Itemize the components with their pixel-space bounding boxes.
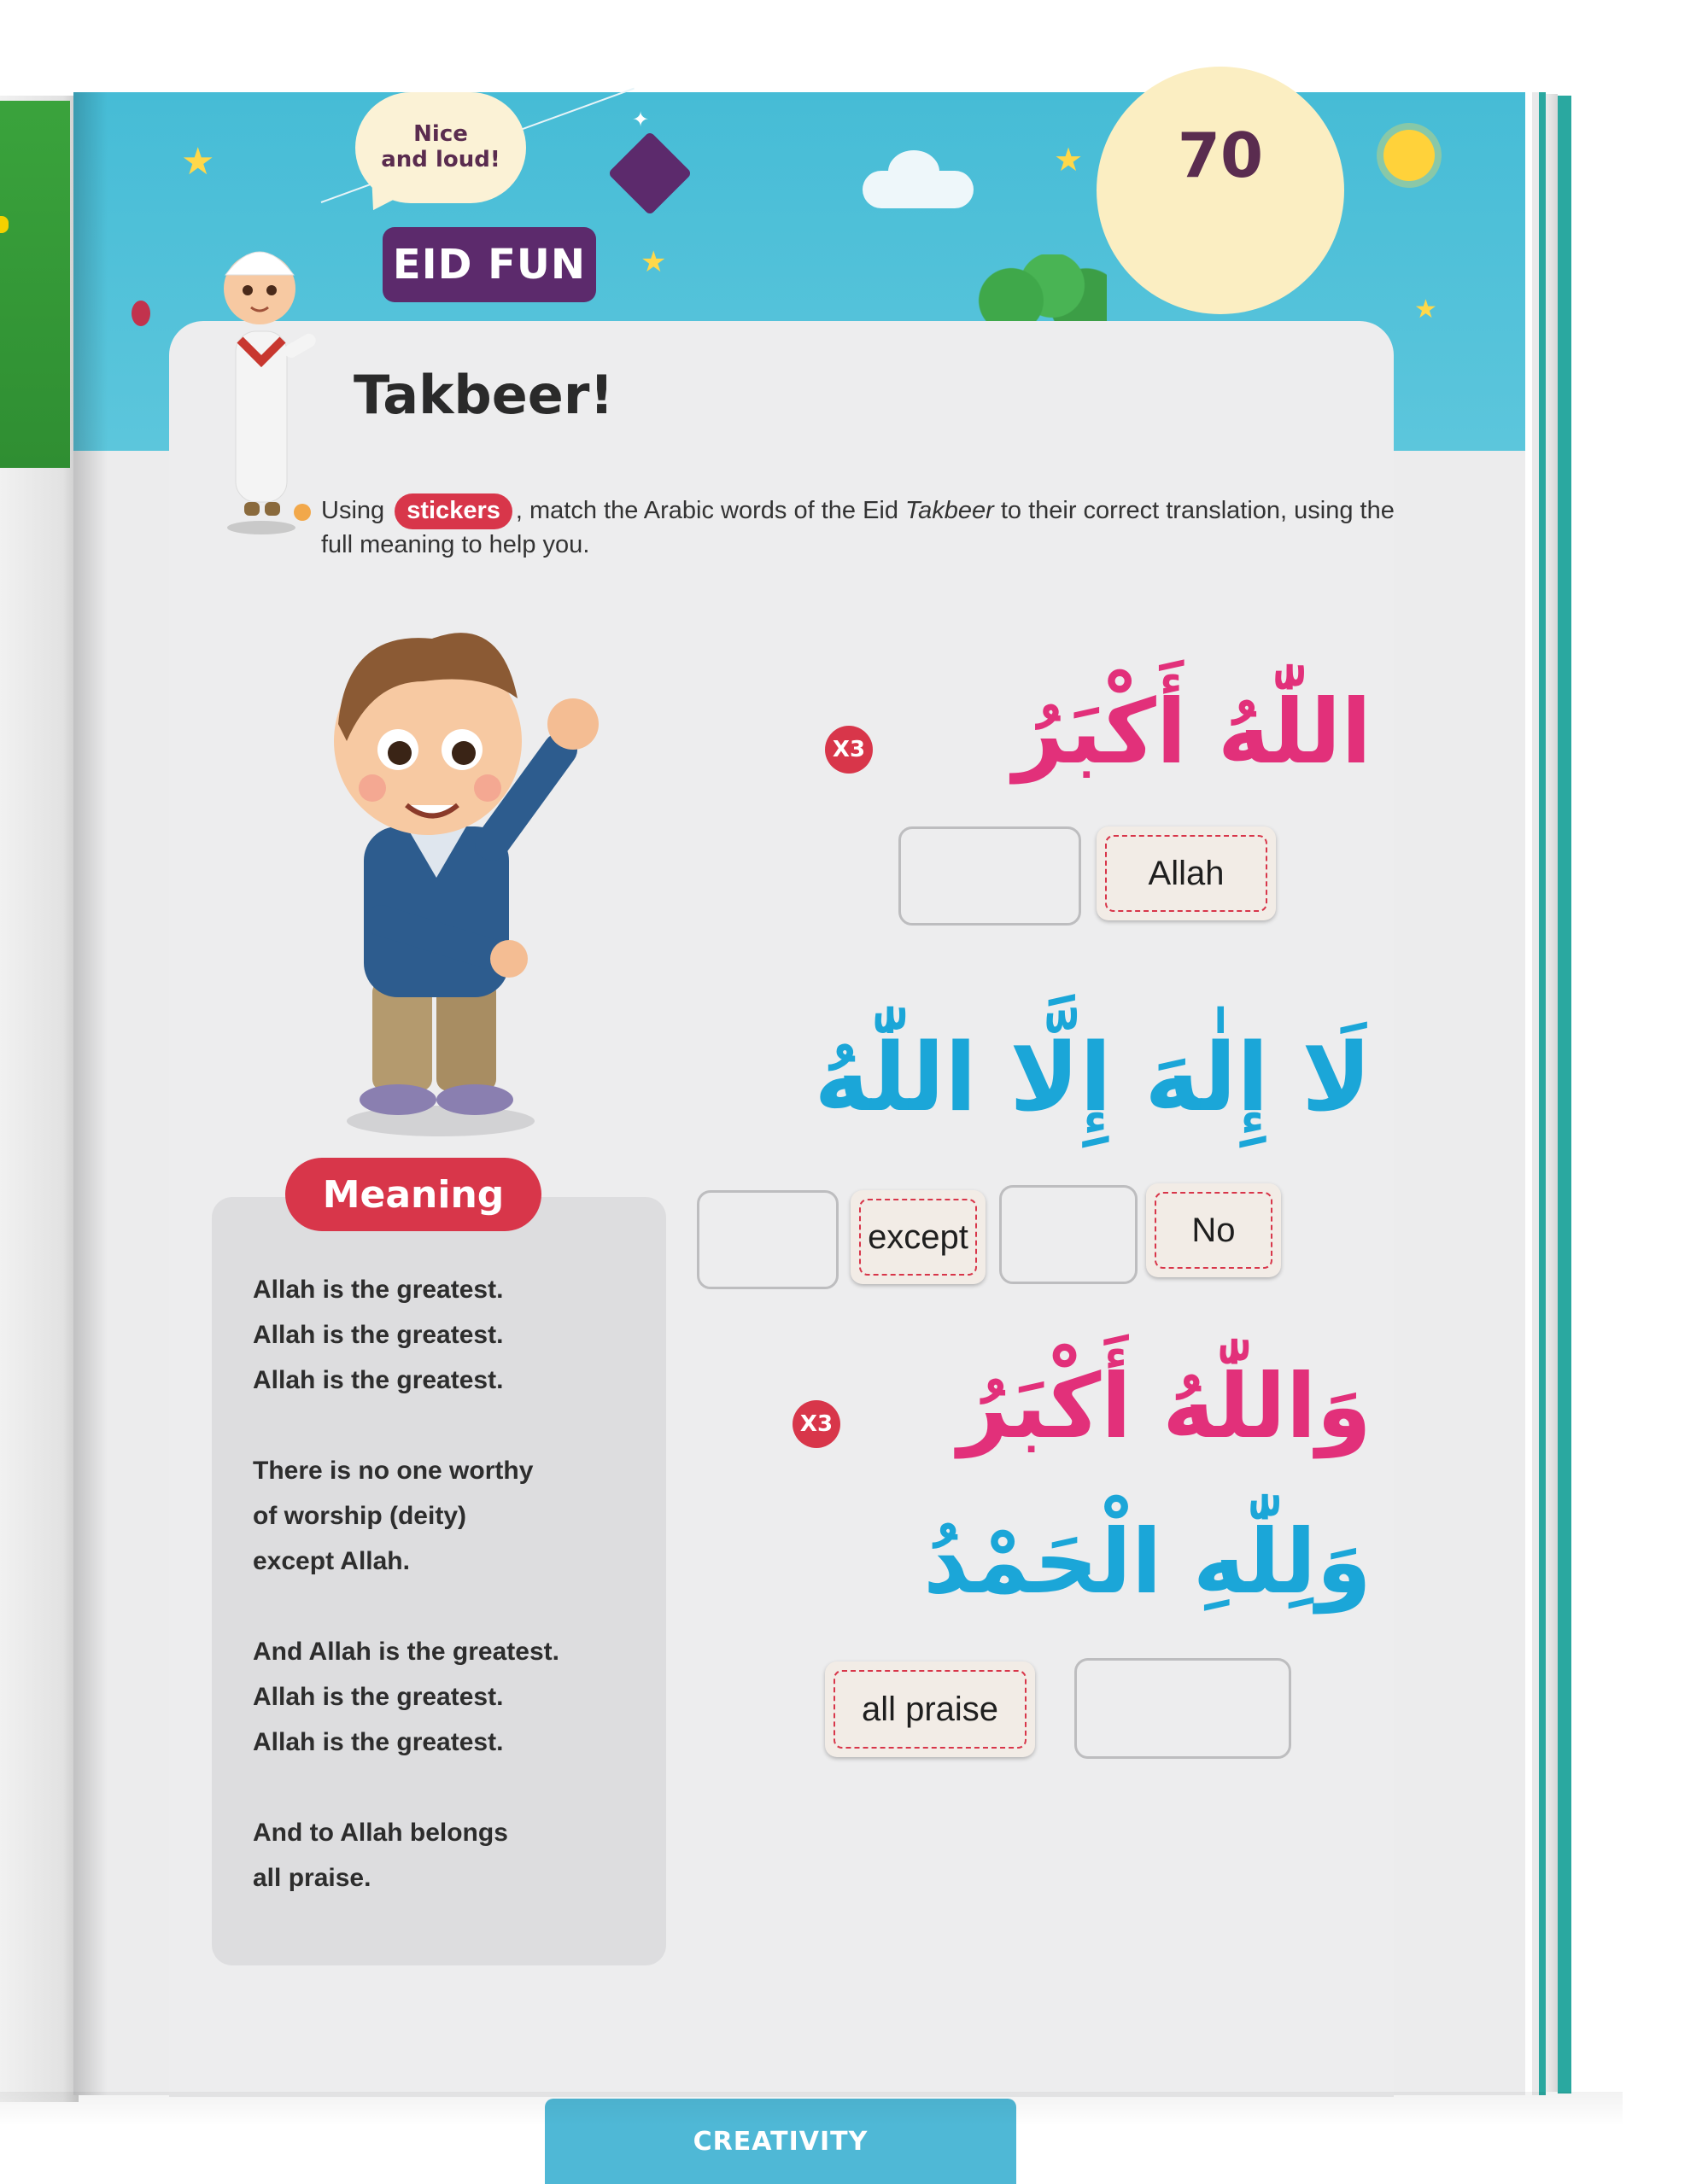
book-cover-edge — [1558, 96, 1571, 2093]
leaf-icon — [0, 216, 9, 233]
star-icon: ★ — [640, 245, 667, 279]
meaning-text — [253, 1267, 646, 1946]
meaning-line: all praise. — [253, 1864, 371, 1892]
meaning-line: Allah is the greatest. — [253, 1366, 504, 1394]
meaning-line: And to Allah belongs — [253, 1819, 508, 1847]
meaning-line: Allah is the greatest. — [253, 1321, 504, 1349]
instruction-part: Using — [321, 497, 385, 524]
meaning-line: of worship (deity) — [253, 1502, 466, 1530]
arabic-line-2: لَا إِلٰهَ إِلَّا اللّٰهُ — [814, 1023, 1372, 1132]
meaning-line: Allah is the greatest. — [253, 1276, 504, 1304]
sticker-label: except — [859, 1199, 977, 1276]
page-number: 70 — [1177, 120, 1264, 191]
bush-illustration — [970, 254, 1107, 331]
left-page-green-panel — [0, 101, 70, 468]
arabic-line-3: وَاللّٰهُ أَكْبَرُ — [957, 1354, 1372, 1458]
page-shadow — [0, 2092, 1623, 2126]
page-gutter-shadow — [73, 92, 108, 2095]
meaning-line: And Allah is the greatest. — [253, 1638, 559, 1666]
sticker-slot[interactable] — [999, 1185, 1138, 1284]
sun-icon — [1383, 130, 1435, 181]
boy-with-kite-illustration — [210, 212, 313, 536]
sticker-label: No — [1155, 1192, 1272, 1269]
arabic-line-4: وَلِلّٰهِ الْحَمْدُ — [923, 1510, 1372, 1614]
sticker-label: Allah — [1105, 835, 1267, 912]
sticker-except[interactable] — [851, 1190, 986, 1284]
balloon-icon — [132, 301, 150, 326]
sticker-allah[interactable] — [1097, 826, 1276, 920]
meaning-line: There is no one worthy — [253, 1457, 534, 1485]
arabic-line-1: اللّٰهُ أَكْبَرُ — [1013, 680, 1372, 784]
page-stack-edge — [1524, 94, 1558, 2092]
star-icon: ★ — [181, 140, 215, 184]
waving-boy-illustration — [278, 596, 637, 1142]
instruction-part: , match the Arabic words of the Eid — [515, 497, 906, 524]
speech-bubble — [355, 92, 526, 203]
instruction-text — [321, 493, 1431, 561]
meaning-line: except Allah. — [253, 1547, 410, 1575]
meaning-line: Allah is the greatest. — [253, 1683, 504, 1711]
instruction-part: to their correct translation, using the full meaning to help you. — [321, 497, 1395, 558]
speech-line: and loud! — [381, 147, 500, 172]
sparkle-icon: ✦ — [632, 108, 650, 131]
repeat-badge: X3 — [793, 1400, 840, 1448]
star-icon: ★ — [1054, 141, 1084, 178]
stickers-pill: stickers — [395, 493, 512, 529]
cloud-icon — [863, 171, 974, 208]
section-footer: CREATIVITY — [545, 2099, 1016, 2184]
meaning-tag: Meaning — [285, 1158, 541, 1231]
section-tag: EID FUN — [383, 227, 596, 302]
sticker-slot[interactable] — [898, 826, 1081, 926]
sticker-no[interactable] — [1146, 1183, 1281, 1277]
sticker-label: all praise — [834, 1670, 1027, 1749]
repeat-badge: X3 — [825, 726, 873, 774]
sticker-slot[interactable] — [697, 1190, 839, 1289]
sticker-all-praise[interactable] — [825, 1661, 1035, 1757]
star-icon: ★ — [1414, 295, 1437, 324]
page-title: Takbeer! — [354, 364, 614, 426]
speech-line: Nice — [413, 121, 468, 148]
kite-icon — [608, 131, 693, 216]
sticker-slot[interactable] — [1074, 1658, 1291, 1759]
instruction-italic: Takbeer — [905, 497, 994, 524]
meaning-line: Allah is the greatest. — [253, 1728, 504, 1756]
book-page — [73, 92, 1525, 2157]
